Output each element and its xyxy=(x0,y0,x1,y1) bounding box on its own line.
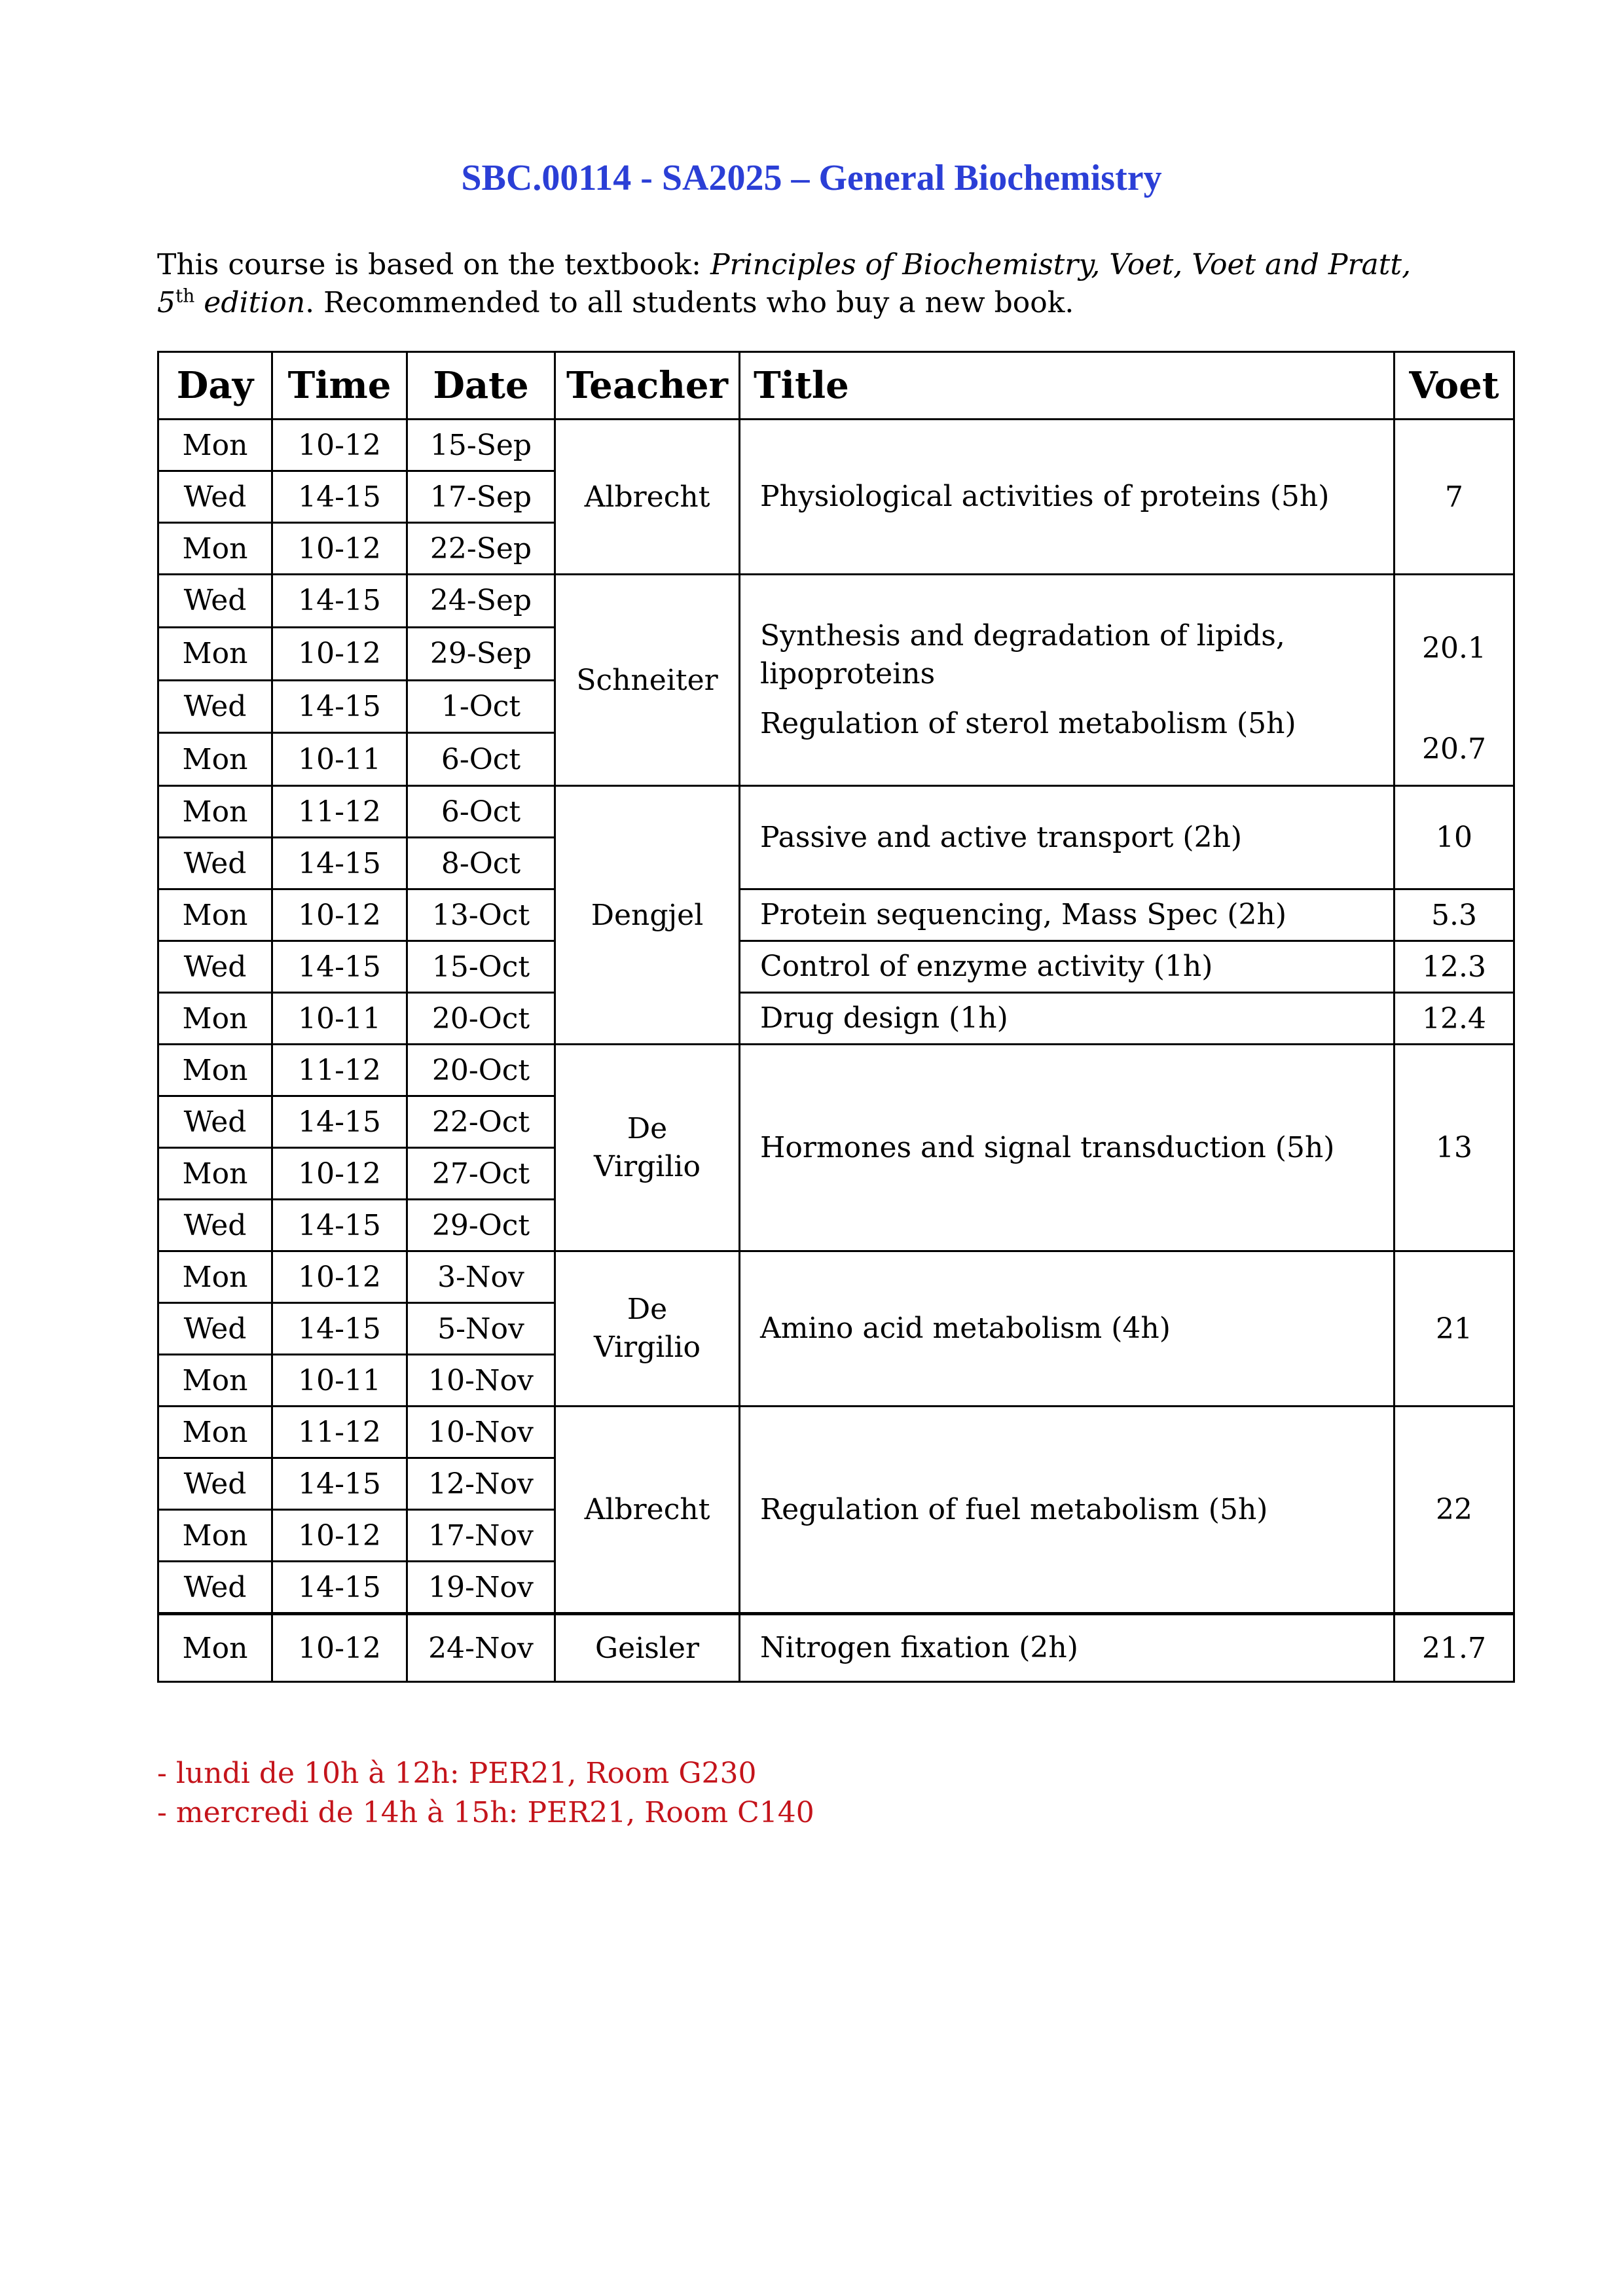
cell-day: Wed xyxy=(158,838,272,889)
cell-time: 10-12 xyxy=(272,420,407,471)
cell-title: Protein sequencing, Mass Spec (2h) xyxy=(740,889,1395,941)
note-monday: - lundi de 10h à 12h: PER21, Room G230 xyxy=(157,1757,757,1790)
cell-day: Wed xyxy=(158,1096,272,1148)
cell-day: Wed xyxy=(158,575,272,628)
textbook-edition: edition xyxy=(204,286,306,319)
cell-voet: 12.3 xyxy=(1395,941,1514,993)
header-title: Title xyxy=(740,352,1395,420)
cell-time: 10-12 xyxy=(272,1148,407,1200)
cell-title: Drug design (1h) xyxy=(740,993,1395,1045)
cell-time: 10-12 xyxy=(272,1510,407,1562)
cell-day: Mon xyxy=(158,786,272,838)
cell-date: 6-Oct xyxy=(407,786,555,838)
table-row xyxy=(158,786,1514,838)
cell-date: 24-Nov xyxy=(407,1614,555,1682)
intro-text: This course is based on the textbook: xyxy=(157,248,710,281)
cell-day: Mon xyxy=(158,733,272,786)
cell-time: 11-12 xyxy=(272,1045,407,1096)
table-row xyxy=(158,1407,1514,1458)
cell-voet: 21 xyxy=(1395,1251,1514,1407)
cell-title: Passive and active transport (2h) xyxy=(740,786,1395,889)
teacher-line1: De xyxy=(627,1111,668,1145)
cell-date: 22-Oct xyxy=(407,1096,555,1148)
cell-date: 19-Nov xyxy=(407,1562,555,1614)
table-row xyxy=(158,575,1514,628)
cell-day: Mon xyxy=(158,1148,272,1200)
cell-time: 14-15 xyxy=(272,1562,407,1614)
voet-sterol: 20.7 xyxy=(1422,732,1486,766)
cell-title: Hormones and signal transduction (5h) xyxy=(740,1045,1395,1251)
cell-date: 10-Nov xyxy=(407,1407,555,1458)
cell-day: Mon xyxy=(158,1510,272,1562)
cell-time: 10-11 xyxy=(272,993,407,1045)
cell-day: Wed xyxy=(158,941,272,993)
cell-day: Mon xyxy=(158,1355,272,1407)
cell-date: 5-Nov xyxy=(407,1303,555,1355)
cell-date: 29-Oct xyxy=(407,1200,555,1251)
cell-date: 12-Nov xyxy=(407,1458,555,1510)
cell-date: 15-Oct xyxy=(407,941,555,993)
table-row xyxy=(158,941,1514,993)
textbook-edition-sup: th xyxy=(175,285,195,307)
header-time: Time xyxy=(272,352,407,420)
cell-time: 10-12 xyxy=(272,889,407,941)
room-notes xyxy=(157,1754,1336,1833)
cell-title: Control of enzyme activity (1h) xyxy=(740,941,1395,993)
cell-title: Amino acid metabolism (4h) xyxy=(740,1251,1395,1407)
cell-time: 14-15 xyxy=(272,575,407,628)
cell-voet: 5.3 xyxy=(1395,889,1514,941)
cell-time: 11-12 xyxy=(272,786,407,838)
schedule-table xyxy=(157,351,1515,1683)
cell-time: 14-15 xyxy=(272,1200,407,1251)
cell-day: Mon xyxy=(158,420,272,471)
cell-title xyxy=(740,575,1395,786)
cell-day: Wed xyxy=(158,1458,272,1510)
cell-time: 11-12 xyxy=(272,1407,407,1458)
cell-voet: 12.4 xyxy=(1395,993,1514,1045)
page-title: SBC.00114 - SA2025 – General Biochemistry xyxy=(461,158,1162,198)
cell-voet xyxy=(1395,575,1514,786)
cell-day: Mon xyxy=(158,889,272,941)
cell-date: 6-Oct xyxy=(407,733,555,786)
cell-time: 14-15 xyxy=(272,1458,407,1510)
table-row xyxy=(158,1045,1514,1096)
table-row xyxy=(158,889,1514,941)
cell-time: 10-12 xyxy=(272,523,407,575)
cell-teacher: Geisler xyxy=(555,1614,740,1682)
cell-day: Wed xyxy=(158,1303,272,1355)
teacher-line2: Virgilio xyxy=(594,1331,701,1364)
table-row xyxy=(158,420,1514,471)
cell-date: 17-Nov xyxy=(407,1510,555,1562)
title-lipids: Synthesis and degradation of lipids, lipoproteins xyxy=(760,619,1285,691)
title-sterol: Regulation of sterol metabolism (5h) xyxy=(760,707,1296,740)
cell-day: Mon xyxy=(158,993,272,1045)
header-day: Day xyxy=(158,352,272,420)
cell-teacher: Albrecht xyxy=(555,420,740,575)
teacher-line2: Virgilio xyxy=(594,1149,701,1183)
teacher-line1: De xyxy=(627,1293,668,1326)
cell-teacher xyxy=(555,1251,740,1407)
table-row xyxy=(158,993,1514,1045)
cell-voet: 13 xyxy=(1395,1045,1514,1251)
cell-day: Mon xyxy=(158,1251,272,1303)
cell-day: Mon xyxy=(158,1045,272,1096)
cell-time: 10-11 xyxy=(272,733,407,786)
cell-date: 17-Sep xyxy=(407,471,555,523)
cell-day: Mon xyxy=(158,523,272,575)
cell-day: Wed xyxy=(158,471,272,523)
header-voet: Voet xyxy=(1395,352,1514,420)
table-row xyxy=(158,1251,1514,1303)
cell-time: 10-12 xyxy=(272,1251,407,1303)
cell-date: 3-Nov xyxy=(407,1251,555,1303)
cell-time: 14-15 xyxy=(272,471,407,523)
cell-time: 14-15 xyxy=(272,941,407,993)
cell-time: 14-15 xyxy=(272,838,407,889)
cell-date: 13-Oct xyxy=(407,889,555,941)
cell-day: Wed xyxy=(158,680,272,733)
cell-date: 15-Sep xyxy=(407,420,555,471)
intro-paragraph xyxy=(157,246,1440,322)
cell-title: Regulation of fuel metabolism (5h) xyxy=(740,1407,1395,1614)
cell-date: 29-Sep xyxy=(407,627,555,680)
header-date: Date xyxy=(407,352,555,420)
cell-voet: 21.7 xyxy=(1395,1614,1514,1682)
cell-date: 1-Oct xyxy=(407,680,555,733)
cell-teacher: Schneiter xyxy=(555,575,740,786)
cell-title: Nitrogen fixation (2h) xyxy=(740,1614,1395,1682)
header-teacher: Teacher xyxy=(555,352,740,420)
cell-date: 24-Sep xyxy=(407,575,555,628)
cell-teacher: Albrecht xyxy=(555,1407,740,1614)
cell-time: 14-15 xyxy=(272,1096,407,1148)
cell-voet: 10 xyxy=(1395,786,1514,889)
cell-date: 22-Sep xyxy=(407,523,555,575)
cell-time: 14-15 xyxy=(272,1303,407,1355)
cell-day: Wed xyxy=(158,1200,272,1251)
table-header-row xyxy=(158,352,1514,420)
intro-recommendation: . Recommended to all students who buy a new book. xyxy=(305,286,1074,319)
cell-day: Wed xyxy=(158,1562,272,1614)
cell-day: Mon xyxy=(158,1614,272,1682)
cell-voet: 22 xyxy=(1395,1407,1514,1614)
cell-time: 14-15 xyxy=(272,680,407,733)
cell-teacher: Dengjel xyxy=(555,786,740,1045)
cell-date: 20-Oct xyxy=(407,993,555,1045)
cell-voet: 7 xyxy=(1395,420,1514,575)
textbook-title: Principles of Biochemistry, Voet, Voet and Pratt, 5 xyxy=(157,248,1412,319)
cell-date: 20-Oct xyxy=(407,1045,555,1096)
cell-day: Mon xyxy=(158,627,272,680)
cell-day: Mon xyxy=(158,1407,272,1458)
voet-lipids: 20.1 xyxy=(1422,632,1486,665)
cell-time: 10-12 xyxy=(272,627,407,680)
table-row xyxy=(158,1614,1514,1682)
cell-time: 10-12 xyxy=(272,1614,407,1682)
cell-teacher xyxy=(555,1045,740,1251)
cell-date: 8-Oct xyxy=(407,838,555,889)
note-wednesday: - mercredi de 14h à 15h: PER21, Room C140 xyxy=(157,1796,814,1829)
cell-time: 10-11 xyxy=(272,1355,407,1407)
cell-title: Physiological activities of proteins (5h) xyxy=(740,420,1395,575)
cell-date: 10-Nov xyxy=(407,1355,555,1407)
cell-date: 27-Oct xyxy=(407,1148,555,1200)
